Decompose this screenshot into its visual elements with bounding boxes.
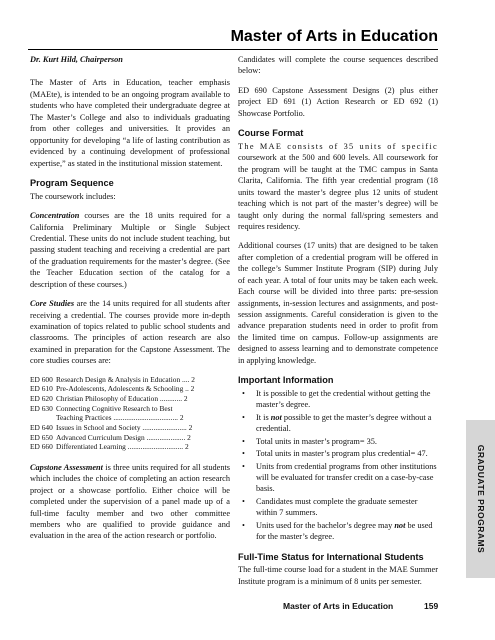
format-text: coursework at the 500 and 600 levels. All coursework for the program will be taught at the TMC campus in Santa Clarita, California. The fifth year credential program (18 units toward the master’s degree plus 12 units of student teaching which is not part of the master’s degree) will be taught only during the normal fall/spring semesters and requires residency. bbox=[238, 153, 438, 231]
course-code bbox=[30, 413, 56, 423]
list-item: • Total units in master’s program plus credential= 47. bbox=[238, 448, 438, 459]
list-text: possible to get the master’s degree without a credential. bbox=[256, 412, 432, 434]
important-heading: Important Information bbox=[238, 375, 334, 386]
candidates-paragraph: Candidates will complete the course sequences described below: bbox=[238, 55, 438, 76]
footer-title: Master of Arts in Education bbox=[283, 601, 394, 611]
course-title: Issues in School and Society ........................ 2 bbox=[56, 422, 193, 432]
list-text: It is bbox=[256, 412, 271, 422]
page-number: 159 bbox=[424, 601, 439, 611]
capstone-term: Capstone Assessment bbox=[30, 462, 103, 472]
list-item: • Total units in master’s program= 35. bbox=[238, 436, 438, 447]
list-item: • Units from credential programs from other institutions will be evaluated for transfer credit on a case-by-case basis. bbox=[238, 461, 438, 495]
important-list bbox=[238, 388, 438, 543]
concentration-term: Concentration bbox=[30, 211, 80, 221]
course-list bbox=[30, 375, 230, 452]
course-title: Connecting Cognitive Research to Best bbox=[56, 403, 173, 413]
concentration-paragraph bbox=[30, 210, 230, 290]
side-tab-label: GRADUATE PROGRAMS bbox=[475, 444, 486, 554]
course-row bbox=[30, 442, 230, 452]
sequence-heading: Program Sequence bbox=[30, 177, 114, 188]
section-side-tab bbox=[466, 420, 495, 578]
list-text: be used for the master’s degree. bbox=[256, 520, 433, 542]
list-text: Units used for the bachelor’s degree may bbox=[256, 520, 395, 530]
page-title: Master of Arts in Education bbox=[230, 28, 438, 45]
course-code: ED 620 bbox=[30, 394, 53, 403]
core-text: are the 14 units required for all students after receiving a credential. The courses provide more in-depth examination of topics related to public school students and classrooms. The principles of action research are also examined in preparation for the Capstone Assessment. The core studies courses are: bbox=[30, 299, 230, 366]
fulltime-heading: Full-Time Status for International Students bbox=[238, 551, 424, 562]
core-paragraph bbox=[30, 298, 230, 367]
list-item: • It is possible to get the credential without getting the master’s degree. bbox=[238, 388, 438, 411]
format-paragraph bbox=[238, 141, 438, 233]
left-column bbox=[30, 54, 230, 550]
additional-paragraph: Additional courses (17 units) that are designed to be taken after completion of a credential program will be offered in the college’s Summer Institute Program (SIP) during July of each year. A total of four units may be taken each week. Each course will be divided into three parts: pre-session assignments, in-session lectures and assignments, and post-session assignments. Careful consideration is given to the advance preparation students need in order to profit from the limited time on campus. Follow-up assignments are designed to assess learning and to demonstrate competence in applying knowledge. bbox=[238, 241, 438, 365]
concentration-text: courses are the 18 units required for a California Preliminary Multiple or Single Subject Credential. These units do not include student teaching, but passing student teaching and receiving a credential are part of the graduation requirements for the master’s degree. (See the Teacher Education section of the catalog for a description of these courses.) bbox=[30, 211, 230, 289]
core-term: Core Studies bbox=[30, 299, 75, 309]
format-lead: The MAE consists of 35 units of specific bbox=[238, 141, 438, 151]
course-code: ED 610 bbox=[30, 384, 53, 394]
course-code: ED 660 bbox=[30, 442, 53, 452]
intro-paragraph: The Master of Arts in Education, teacher emphasis (MAEte), is intended to be an ongoing program available to students who have completed their undergraduate degree at The Master’s College and also to individuals graduating from other colleges and universities. It provides an opportunity for developing “a life of lasting contribution as evidenced by a continuing development of professional expertise,” as stated in the institutional mission statement. bbox=[30, 78, 230, 168]
list-item: • Candidates must complete the graduate semester within 7 summers. bbox=[238, 496, 438, 519]
ed690-paragraph: ED 690 Capstone Assessment Designs (2) plus either project ED 691 (1) Action Research or ED 692 (1) Showcase Portfolio. bbox=[238, 85, 438, 118]
course-row bbox=[30, 433, 230, 443]
course-row bbox=[30, 423, 230, 433]
capstone-text: is three units required for all students which includes the choice of completing an action research project or a showcase portfolio. Either choice will be completed under the supervision of a panel made up of a full-time faculty member and two other committee members who are qualified to provide guidance and evaluation in the area of the action research or portfolio. bbox=[30, 462, 231, 541]
course-row bbox=[30, 394, 230, 404]
right-column bbox=[238, 54, 438, 595]
course-title: Differentiated Learning .............................. 2 bbox=[56, 442, 189, 452]
fulltime-paragraph: The full-time course load for a student in the MAE Summer Institute program is a minimum of 8 units per semester. bbox=[238, 565, 438, 586]
course-title: Pre-Adolescents, Adolescents & Schooling .. 2 bbox=[56, 384, 195, 394]
capstone-paragraph bbox=[30, 462, 230, 542]
chairperson: Dr. Kurt Hild, Chairperson bbox=[30, 55, 123, 64]
list-item bbox=[238, 520, 438, 543]
course-row bbox=[30, 384, 230, 394]
format-heading: Course Format bbox=[238, 128, 304, 139]
course-title: Teaching Practices ................................... 2 bbox=[56, 413, 184, 423]
course-code: ED 640 bbox=[30, 422, 53, 432]
course-row bbox=[30, 404, 230, 414]
list-emphasis: not bbox=[270, 412, 282, 422]
list-item bbox=[238, 412, 438, 435]
course-code: ED 650 bbox=[30, 432, 53, 442]
course-title: Advanced Curriculum Design ..................... 2 bbox=[56, 432, 191, 442]
course-code: ED 600 bbox=[30, 374, 53, 384]
sequence-intro: The coursework includes: bbox=[30, 191, 116, 201]
course-title: Christian Philosophy of Education ............ 2 bbox=[56, 394, 188, 403]
course-title: Research Design & Analysis in Education .... 2 bbox=[56, 374, 195, 384]
course-code: ED 630 bbox=[30, 403, 53, 413]
header-rule bbox=[28, 49, 438, 50]
course-row bbox=[30, 413, 230, 423]
course-row bbox=[30, 375, 230, 385]
list-emphasis: not bbox=[394, 520, 406, 530]
